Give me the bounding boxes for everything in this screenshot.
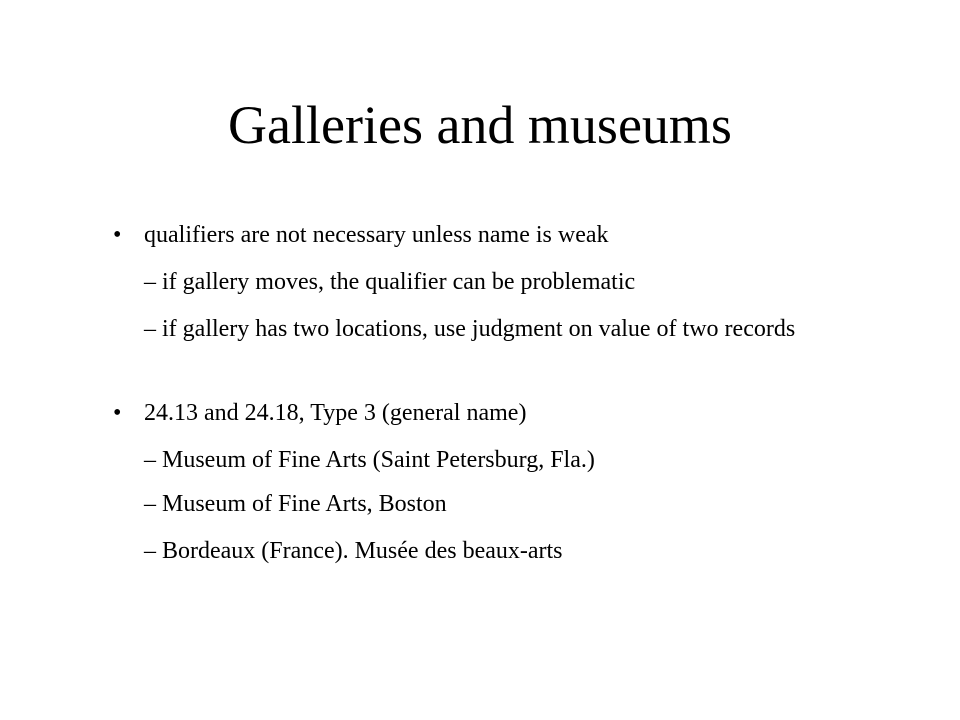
subpoint-1-2: if gallery has two locations, use judgment on value of two records — [162, 316, 796, 342]
dash-glyph: – — [144, 491, 156, 517]
slide-title: Galleries and museums — [228, 95, 732, 155]
bullet-point-2: 24.13 and 24.18, Type 3 (general name) — [144, 400, 527, 426]
subpoint-2-3: Bordeaux (France). Musée des beaux-arts — [162, 538, 563, 564]
dash-glyph: – — [144, 538, 156, 564]
dash-glyph: – — [144, 269, 156, 295]
bullet-glyph: • — [113, 400, 122, 426]
dash-glyph: – — [144, 447, 156, 473]
dash-glyph: – — [144, 316, 156, 342]
bullet-point-1: qualifiers are not necessary unless name is weak — [144, 222, 609, 248]
bullet-glyph: • — [113, 222, 122, 248]
subpoint-2-1: Museum of Fine Arts (Saint Petersburg, Fla.) — [162, 447, 595, 473]
subpoint-2-2: Museum of Fine Arts, Boston — [162, 491, 447, 517]
subpoint-1-1: if gallery moves, the qualifier can be problematic — [162, 269, 636, 295]
